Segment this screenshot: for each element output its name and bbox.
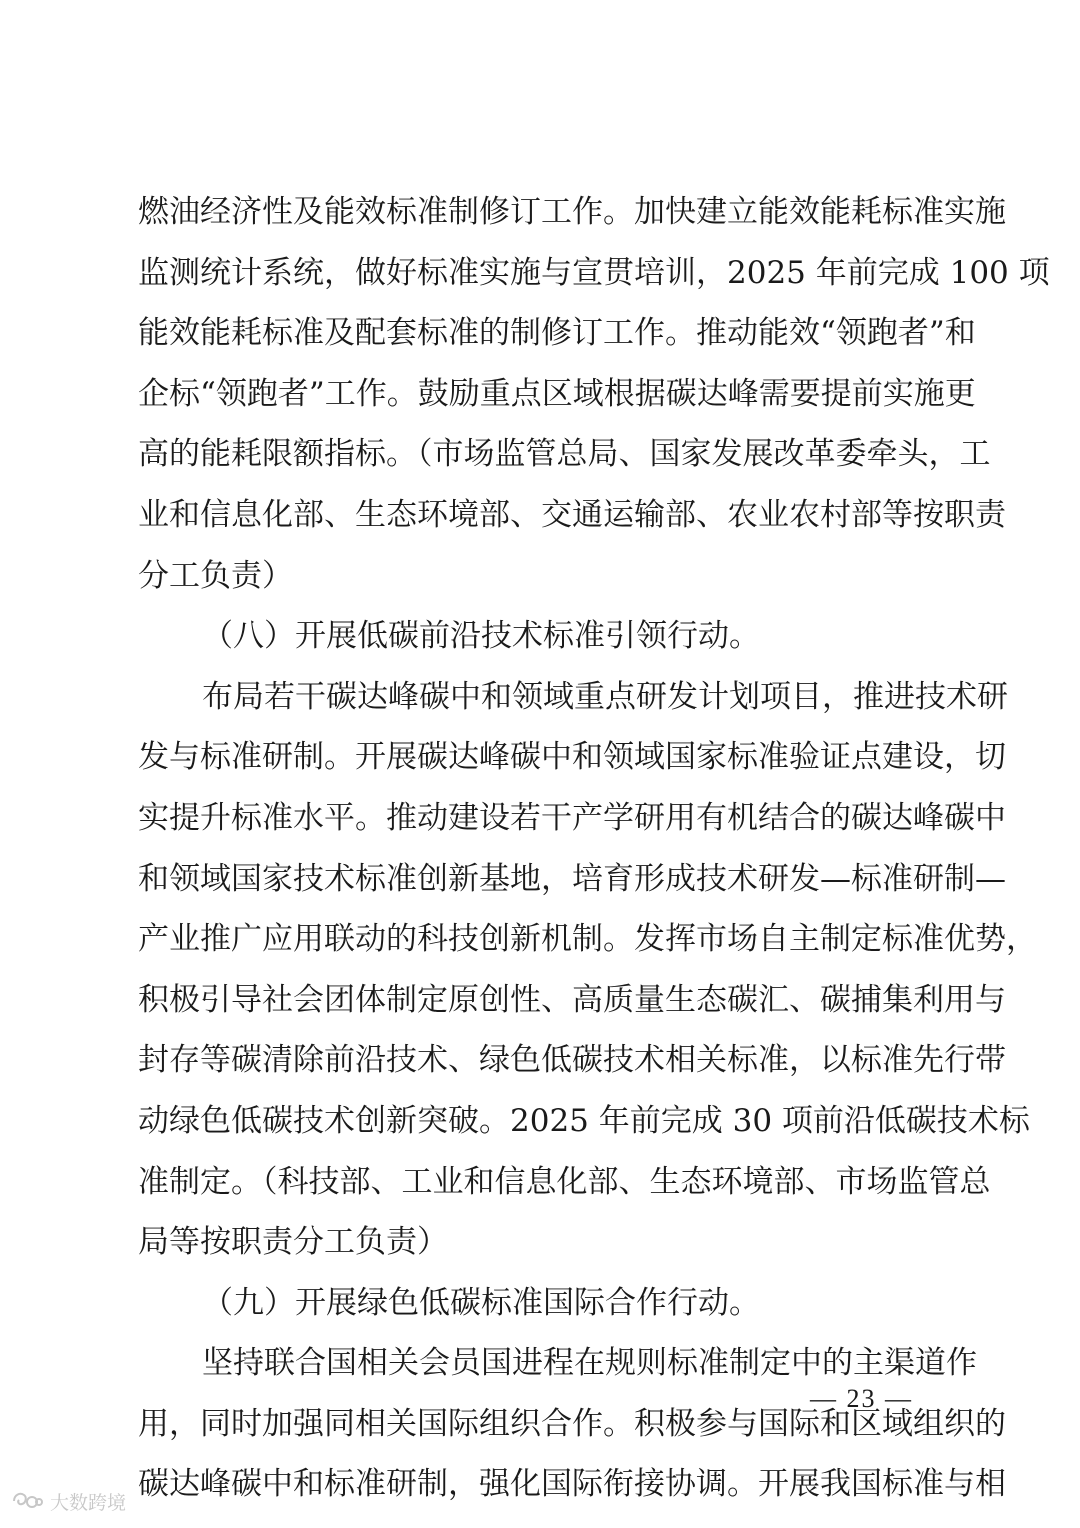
section-heading: （九）开展绿色低碳标准国际合作行动。	[202, 1284, 760, 1321]
body-text	[138, 182, 1050, 1515]
watermark	[10, 1486, 126, 1516]
text-line: 发与标准研制。开展碳达峰碳中和领域国家标准验证点建设，切	[138, 739, 1006, 776]
text-line: 用，同时加强同相关国际组织合作。积极参与国际和区域组织的	[138, 1405, 1006, 1442]
text-line: 能效能耗标准及配套标准的制修订工作。推动能效“领跑者”和	[138, 315, 976, 352]
text-line: 准制定。（科技部、工业和信息化部、生态环境部、市场监管总	[138, 1163, 991, 1200]
page-number: — 23 —	[810, 1384, 913, 1413]
text-line: 业和信息化部、生态环境部、交通运输部、农业农村部等按职责	[138, 496, 1006, 533]
text-line: 布局若干碳达峰碳中和领域重点研发计划项目，推进技术研	[202, 678, 1008, 715]
text-line: 企标“领跑者”工作。鼓励重点区域根据碳达峰需要提前实施更	[138, 375, 976, 412]
text-line: 高的能耗限额指标。（市场监管总局、国家发展改革委牵头，工	[138, 436, 991, 473]
text-line: 实提升标准水平。推动建设若干产学研用有机结合的碳达峰碳中	[138, 799, 1006, 836]
text-line: 封存等碳清除前沿技术、绿色低碳技术相关标准，以标准先行带	[138, 1042, 1006, 1079]
text-line: 监测统计系统，做好标准实施与宣贯培训，2025 年前完成 100 项	[138, 254, 1050, 291]
text-line: 分工负责）	[138, 557, 293, 594]
watermark-logo-icon	[10, 1489, 44, 1513]
section-heading: （八）开展低碳前沿技术标准引领行动。	[202, 618, 760, 655]
text-line: 碳达峰碳中和标准研制，强化国际衔接协调。开展我国标准与相	[138, 1466, 1006, 1503]
watermark-text: 大数跨境	[50, 1491, 127, 1514]
text-line: 和领域国家技术标准创新基地，培育形成技术研发—标准研制—	[138, 860, 1006, 897]
text-line: 积极引导社会团体制定原创性、高质量生态碳汇、碳捕集利用与	[138, 981, 1006, 1018]
text-line: 坚持联合国相关会员国进程在规则标准制定中的主渠道作	[202, 1345, 977, 1382]
text-line: 燃油经济性及能效标准制修订工作。加快建立能效能耗标准实施	[138, 194, 1006, 230]
text-line: 动绿色低碳技术创新突破。2025 年前完成 30 项前沿低碳技术标	[138, 1102, 1030, 1139]
text-line: 局等按职责分工负责）	[138, 1224, 448, 1261]
text-line: 产业推广应用联动的科技创新机制。发挥市场自主制定标准优势，	[138, 921, 1037, 958]
